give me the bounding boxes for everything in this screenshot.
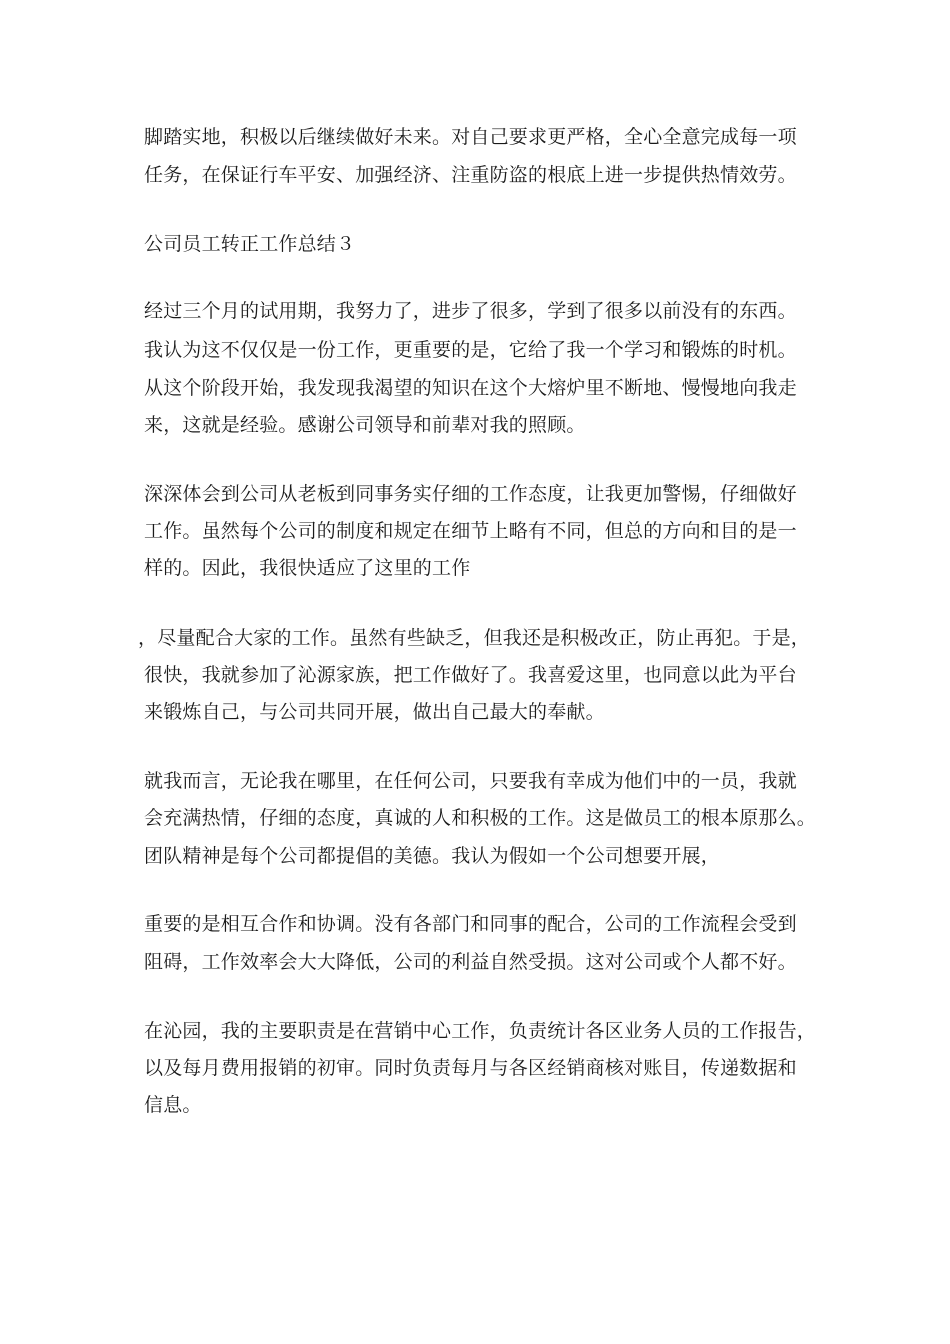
- text-line: 工作。虽然每个公司的制度和规定在细节上略有不同，但总的方向和目的是一: [144, 520, 797, 542]
- text-line: 脚踏实地，积极以后继续做好未来。对自己要求更严格，全心全意完成每一项: [144, 126, 797, 148]
- text-line: 任务，在保证行车平安、加强经济、注重防盗的根底上进一步提供热情效劳。: [144, 164, 797, 186]
- text-line: 我认为这不仅仅是一份工作，更重要的是，它给了我一个学习和锻炼的时机。: [144, 339, 797, 361]
- text-line: 来，这就是经验。感谢公司领导和前辈对我的照顾。: [144, 414, 586, 436]
- text-line: 深深体会到公司从老板到同事务实仔细的工作态度，让我更加警惕，仔细做好: [144, 483, 797, 505]
- text-line: 会充满热情，仔细的态度，真诚的人和积极的工作。这是做员工的根本原那么。: [144, 807, 817, 829]
- text-line: 很快，我就参加了沁源家族，把工作做好了。我喜爱这里，也同意以此为平台: [144, 664, 797, 686]
- text-line: 在沁园，我的主要职责是在营销中心工作，负责统计各区业务人员的工作报告，: [144, 1020, 817, 1042]
- text-line: 以及每月费用报销的初审。同时负责每月与各区经销商核对账目，传递数据和: [144, 1057, 797, 1079]
- text-line: 信息。: [144, 1094, 202, 1116]
- text-line: 经过三个月的试用期，我努力了，进步了很多，学到了很多以前没有的东西。: [144, 300, 797, 322]
- text-line: 来锻炼自己，与公司共同开展，做出自己最大的奉献。: [144, 701, 605, 723]
- text-line: 阻碍，工作效率会大大降低，公司的利益自然受损。这对公司或个人都不好。: [144, 951, 797, 973]
- text-line: 就我而言，无论我在哪里，在任何公司，只要我有幸成为他们中的一员，我就: [144, 770, 797, 792]
- text-line: 重要的是相互合作和协调。没有各部门和同事的配合，公司的工作流程会受到: [144, 913, 797, 935]
- text-line: 团队精神是每个公司都提倡的美德。我认为假如一个公司想要开展，: [144, 845, 721, 867]
- section-heading: 公司员工转正工作总结３: [144, 233, 356, 255]
- text-line: 样的。因此，我很快适应了这里的工作: [144, 557, 471, 579]
- text-line: ，尽量配合大家的工作。虽然有些缺乏，但我还是积极改正，防止再犯。于是，: [138, 627, 811, 649]
- text-line: 从这个阶段开始，我发现我渴望的知识在这个大熔炉里不断地、慢慢地向我走: [144, 377, 797, 399]
